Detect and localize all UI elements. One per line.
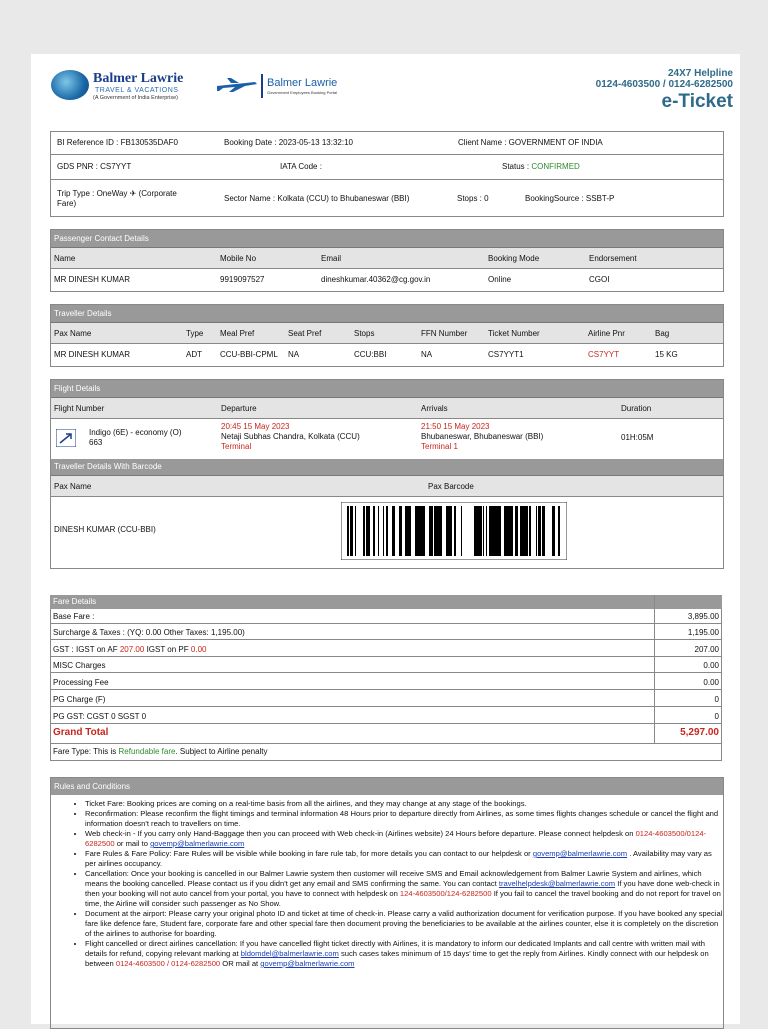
rule-item bbox=[85, 869, 723, 909]
barcode-bar bbox=[352, 506, 353, 556]
table-header bbox=[51, 247, 723, 268]
email-link[interactable]: travelhelpdesk@balmerlawrie.com bbox=[498, 879, 616, 888]
barcode-bar bbox=[416, 506, 419, 556]
flight-row bbox=[51, 418, 723, 459]
col-header: FFN Number bbox=[421, 329, 468, 338]
header bbox=[51, 68, 733, 112]
iata-code: IATA Code : bbox=[280, 162, 322, 171]
logo-subtitle: TRAVEL & VACATIONS bbox=[95, 87, 179, 94]
bi-reference: BI Reference ID : FB130535DAF0 bbox=[57, 138, 178, 147]
barcode-bar bbox=[515, 506, 518, 556]
barcode-pax-name: DINESH KUMAR (CCU-BBI) bbox=[54, 525, 156, 534]
fare-type-text: Fare Type: This is bbox=[53, 747, 117, 756]
cell: CCU-BBI-CPML bbox=[220, 350, 278, 359]
barcode-bar bbox=[461, 506, 462, 556]
barcode-bar bbox=[437, 506, 439, 556]
cell: NA bbox=[288, 350, 300, 359]
rule-text: such cases takes minimum of 15 days' time to get the reply from Airlines. Kindly connect with our helpdesk on between bbox=[85, 949, 709, 968]
barcode-bar bbox=[355, 506, 356, 556]
barcode-bar bbox=[373, 506, 375, 556]
table-row bbox=[51, 343, 723, 366]
section-title: Passenger Contact Details bbox=[51, 230, 723, 247]
barcode-bar bbox=[558, 506, 560, 556]
barcode-bar bbox=[378, 506, 379, 556]
table-header bbox=[51, 322, 723, 343]
barcode-bar bbox=[493, 506, 494, 556]
barcode-bar bbox=[451, 506, 452, 556]
barcode-bar bbox=[489, 506, 491, 556]
sector-name: Sector Name : Kolkata (CCU) to Bhubaneswar (BBI) bbox=[224, 194, 410, 203]
fare-type-text: . Subject to Airline penalty bbox=[175, 747, 268, 756]
col-header: Duration bbox=[621, 404, 652, 413]
email-link[interactable]: bldomdel@balmerlawrie.com bbox=[240, 949, 339, 958]
barcode-bar bbox=[509, 506, 511, 556]
flight-number: 663 bbox=[89, 438, 103, 447]
departure-terminal: Terminal bbox=[221, 442, 252, 451]
status-label: Status : bbox=[502, 162, 530, 171]
col-header: Email bbox=[321, 254, 342, 263]
barcode-bar bbox=[542, 506, 543, 556]
grand-total-label: Grand Total bbox=[53, 727, 109, 738]
barcode-bar bbox=[369, 506, 370, 556]
logo-divider bbox=[261, 74, 263, 98]
col-header: Bag bbox=[655, 329, 670, 338]
gst-text: GST : IGST on AF bbox=[53, 645, 118, 654]
fare-label: Processing Fee bbox=[53, 678, 109, 687]
rule-text: . Availability may vary as per airlines occupancy. bbox=[85, 849, 712, 868]
arrival-place: Bhubaneswar, Bhubaneswar (BBI) bbox=[421, 432, 544, 441]
barcode-bar bbox=[347, 506, 349, 556]
rule-text: Fare Rules & Fare Policy: Fare Rules will be visible while booking in fare rule tab, for more details you can contact to our helpdesk or bbox=[85, 849, 531, 858]
rule-text: Cancellation: Once your booking is cancelled in our Balmer Lawrie system then customer will receive SMS and Email acknowledgement from Balmer Lawrie System and airlines, which means the booking cancelled. Please contact us if you didn't get any email and SMS confirming the same. You can contact bbox=[85, 869, 702, 888]
rule-text: Ticket Fare: Booking prices are coming on a real-time basis from all the airlines, and they may change at any stage of the bookings. bbox=[85, 799, 527, 808]
helpdesk-phone: 124-4603500/124-6282500 bbox=[399, 889, 492, 898]
rule-text: If you have done web-check in then your booking will not auto cancel from your portal, you have to connect with helpdesk on bbox=[85, 879, 720, 898]
rules-section bbox=[50, 777, 724, 1029]
barcode-bar bbox=[383, 506, 384, 556]
departure-time: 20:45 15 May 2023 bbox=[221, 422, 290, 431]
barcode-bar bbox=[422, 506, 425, 556]
rule-item bbox=[85, 829, 723, 849]
gst-label bbox=[53, 645, 206, 654]
barcode-row bbox=[51, 496, 723, 564]
divider bbox=[50, 656, 722, 657]
portal-name: Balmer Lawrie bbox=[267, 77, 338, 89]
gds-pnr: GDS PNR : CS7YYT bbox=[57, 162, 132, 171]
barcode-bar bbox=[415, 506, 416, 556]
barcode-bar bbox=[496, 506, 499, 556]
portal-subtitle: Government Employees Booking Portal bbox=[267, 90, 338, 95]
airline-name: Indigo (6E) - economy (O) bbox=[89, 428, 182, 437]
barcode-bar bbox=[432, 506, 433, 556]
fare-label: Base Fare : bbox=[53, 612, 95, 621]
barcode-bar bbox=[434, 506, 436, 556]
section-title: Rules and Conditions bbox=[51, 778, 723, 795]
barcode-bar bbox=[407, 506, 409, 556]
barcode-bar bbox=[544, 506, 545, 556]
col-header: Seat Pref bbox=[288, 329, 322, 338]
fare-value: 207.00 bbox=[694, 645, 719, 654]
barcode-bar bbox=[405, 506, 407, 556]
globe-icon bbox=[51, 70, 89, 100]
fare-value: 0.00 bbox=[703, 678, 719, 687]
booking-date: Booking Date : 2023-05-13 13:32:10 bbox=[224, 138, 353, 147]
barcode-bar bbox=[399, 506, 402, 556]
barcode-bar bbox=[529, 506, 531, 556]
eticket-page bbox=[31, 54, 740, 1024]
cell: MR DINESH KUMAR bbox=[54, 350, 131, 359]
barcode-bar bbox=[552, 506, 555, 556]
barcode-bar bbox=[419, 506, 422, 556]
trip-type bbox=[57, 189, 177, 198]
barcode-bar bbox=[441, 506, 442, 556]
airline-pnr: CS7YYT bbox=[588, 350, 620, 359]
helpdesk-phone: 0124-4603500/0124-6282500 bbox=[85, 829, 707, 848]
airline-logo-icon bbox=[56, 429, 76, 447]
trip-type-fare-cont: Fare) bbox=[57, 199, 77, 208]
divider bbox=[50, 672, 722, 673]
balmer-lawrie-travel-logo bbox=[51, 68, 211, 104]
status bbox=[502, 162, 580, 171]
rule-text: If you fail to cancel the travel booking and do not report for travel on time, the Airline will consider such passenger as No Show. bbox=[85, 889, 721, 908]
divider bbox=[50, 723, 722, 724]
barcode-bar bbox=[543, 506, 544, 556]
logo-tagline: (A Government of India Enterprise) bbox=[93, 95, 178, 101]
barcode-bar bbox=[499, 506, 501, 556]
barcode-bar bbox=[449, 506, 451, 556]
col-header: Arrivals bbox=[421, 404, 448, 413]
barcode-bar bbox=[491, 506, 493, 556]
fare-value: 0 bbox=[714, 695, 719, 704]
traveller-details-section bbox=[50, 304, 724, 367]
fare-label: MISC Charges bbox=[53, 661, 106, 670]
duration: 01H:05M bbox=[621, 433, 654, 442]
section-title: Traveller Details With Barcode bbox=[51, 459, 723, 475]
barcode-bar bbox=[350, 506, 352, 556]
rule-text: Web check-in - If you carry only Hand-Baggage then you can proceed with Web check-in (Airlines website) 24 Hours before departure. Please connect helpdesk on bbox=[85, 829, 634, 838]
rule-item bbox=[85, 849, 723, 869]
client-name: Client Name : GOVERNMENT OF INDIA bbox=[458, 138, 603, 147]
col-header: Flight Number bbox=[54, 404, 105, 413]
barcode-bar bbox=[536, 506, 537, 556]
booking-source: BookingSource : SSBT-P bbox=[525, 194, 615, 203]
helpline-numbers: 0124-4603500 / 0124-6282500 bbox=[595, 79, 733, 90]
helpline-block bbox=[596, 68, 733, 113]
divider bbox=[50, 743, 722, 744]
gst-af: 207.00 bbox=[119, 645, 145, 654]
helpdesk-phone: 0124-4603500 / 0124-6282500 bbox=[115, 959, 221, 968]
barcode-bar bbox=[475, 506, 477, 556]
cell: 9919097527 bbox=[220, 275, 265, 284]
cell: CS7YYT1 bbox=[488, 350, 524, 359]
status-badge: CONFIRMED bbox=[531, 162, 580, 171]
barcode-bar bbox=[454, 506, 456, 556]
email-link[interactable]: govemp@balmerlawrie.com bbox=[532, 849, 628, 858]
col-header: Stops bbox=[354, 329, 375, 338]
barcode-bar bbox=[506, 506, 509, 556]
col-header: Mobile No bbox=[220, 254, 257, 263]
balmer-lawrie-portal-logo bbox=[215, 72, 355, 102]
col-header: Airline Pnr bbox=[588, 329, 625, 338]
col-header: Pax Name bbox=[54, 329, 92, 338]
rule-text: Reconfirmation: Please reconfirm the flight timings and terminal information 48 Hours prior to departure directly from Airlines, as some times flights changes schedule or cancel the flight and information doesn't reach to travellers on time. bbox=[85, 809, 719, 828]
divider bbox=[50, 689, 722, 690]
grand-total-value: 5,297.00 bbox=[680, 727, 719, 738]
airplane-icon bbox=[215, 76, 259, 94]
helpline-title: 24X7 Helpline bbox=[667, 68, 733, 79]
barcode-bar bbox=[392, 506, 395, 556]
barcode-bar bbox=[486, 506, 487, 556]
table-header bbox=[51, 475, 723, 496]
stops: Stops : 0 bbox=[457, 194, 489, 203]
rule-text: Flight cancelled or direct airlines cancellation: If you have cancelled flight ticket directly with Airlines, it is mandatory to inform our dedicated Implants and call centre with written mail with details for refund, copying relevant marking at bbox=[85, 939, 706, 958]
barcode-bar bbox=[494, 506, 496, 556]
fare-value: 0.00 bbox=[703, 661, 719, 670]
barcode-bar bbox=[511, 506, 513, 556]
table-row bbox=[51, 268, 723, 291]
col-header: Name bbox=[54, 254, 76, 263]
trip-type-label: Trip Type : OneWay bbox=[57, 189, 128, 198]
rule-item bbox=[85, 909, 723, 939]
barcode-bar bbox=[387, 506, 388, 556]
divider bbox=[51, 154, 723, 155]
eticket-title: e-Ticket bbox=[661, 91, 733, 112]
refundable-badge: Refundable fare bbox=[118, 747, 176, 756]
flight-details-section bbox=[50, 379, 724, 569]
barcode-bar bbox=[363, 506, 365, 556]
fare-col-divider bbox=[654, 595, 655, 744]
airplane-icon: ✈ bbox=[129, 189, 137, 198]
col-header: Pax Barcode bbox=[428, 482, 474, 491]
rule-item bbox=[85, 799, 723, 809]
email-link[interactable]: govemp@balmerlawrie.com bbox=[150, 839, 245, 848]
barcode-bar bbox=[386, 506, 387, 556]
section-title: Flight Details bbox=[51, 380, 723, 397]
section-title: Traveller Details bbox=[51, 305, 723, 322]
cell: ADT bbox=[186, 350, 202, 359]
table-header bbox=[51, 397, 723, 418]
cell: CGOI bbox=[589, 275, 610, 284]
departure-place: Netaji Subhas Chandra, Kolkata (CCU) bbox=[221, 432, 360, 441]
barcode-bar bbox=[504, 506, 506, 556]
fare-type bbox=[53, 747, 268, 756]
col-header: Type bbox=[186, 329, 204, 338]
pax-barcode bbox=[341, 502, 567, 560]
col-header: Endorsement bbox=[589, 254, 637, 263]
gst-pf: 0.00 bbox=[190, 645, 207, 654]
email-link[interactable]: govemp@balmerlawrie.com bbox=[260, 959, 355, 968]
rule-item bbox=[85, 939, 723, 969]
barcode-bar bbox=[439, 506, 441, 556]
fare-value: 3,895.00 bbox=[687, 612, 719, 621]
fare-label: PG GST: CGST 0 SGST 0 bbox=[53, 712, 147, 721]
fare-frame bbox=[50, 595, 722, 761]
rule-text: Document at the airport: Please carry your original photo ID and ticket at time of check-in. Please carry a valid authorization document for verification purpose. If you have booked any special fare like defence fare, Student fare, corporate fare and other special fare then document proving the beneficiaries to be available at the airlines counter, else it is completely on the discretion of the airlines to authorise for boarding. bbox=[85, 909, 723, 938]
barcode-bar bbox=[436, 506, 437, 556]
cell: 15 KG bbox=[655, 350, 678, 359]
barcode-bar bbox=[525, 506, 528, 556]
passenger-contact-section bbox=[50, 229, 724, 292]
trip-type-fare: (Corporate bbox=[138, 189, 177, 198]
barcode-bar bbox=[409, 506, 411, 556]
col-header: Booking Mode bbox=[488, 254, 540, 263]
barcode-bar bbox=[474, 506, 475, 556]
barcode-bar bbox=[538, 506, 541, 556]
fare-value: 1,195.00 bbox=[687, 628, 719, 637]
arrival-time: 21:50 15 May 2023 bbox=[421, 422, 490, 431]
barcode-bar bbox=[477, 506, 479, 556]
cell: NA bbox=[421, 350, 433, 359]
arrival-terminal: Terminal 1 bbox=[421, 442, 458, 451]
booking-info-box bbox=[50, 131, 724, 217]
barcode-bar bbox=[523, 506, 525, 556]
divider bbox=[51, 179, 723, 180]
logo-name: Balmer Lawrie bbox=[93, 71, 184, 86]
cell: Online bbox=[488, 275, 512, 284]
fare-value: 0 bbox=[714, 712, 719, 721]
barcode-bar bbox=[429, 506, 432, 556]
barcode-bar bbox=[520, 506, 523, 556]
cell: CCU:BBI bbox=[354, 350, 387, 359]
cell: dineshkumar.40362@cg.gov.in bbox=[321, 275, 431, 284]
barcode-bar bbox=[366, 506, 369, 556]
fare-details-section bbox=[50, 595, 722, 761]
col-header: Pax Name bbox=[54, 482, 92, 491]
rule-text: or mail to bbox=[116, 839, 148, 848]
gst-text: IGST on PF bbox=[146, 645, 189, 654]
cell: MR DINESH KUMAR bbox=[54, 275, 131, 284]
barcode-bar bbox=[446, 506, 449, 556]
barcode-bar bbox=[483, 506, 484, 556]
rule-item bbox=[85, 809, 723, 829]
rules-list bbox=[51, 799, 723, 969]
fare-title-cell bbox=[655, 595, 722, 609]
fare-label: Surcharge & Taxes : (YQ: 0.00 Other Taxes: 1,195.00) bbox=[53, 628, 245, 637]
col-header: Departure bbox=[221, 404, 257, 413]
divider bbox=[50, 639, 722, 640]
fare-label: PG Charge (F) bbox=[53, 695, 106, 704]
section-title: Fare Details bbox=[50, 595, 654, 609]
barcode-bar bbox=[479, 506, 482, 556]
divider bbox=[50, 706, 722, 707]
divider bbox=[50, 623, 722, 624]
col-header: Ticket Number bbox=[488, 329, 540, 338]
col-header: Meal Pref bbox=[220, 329, 255, 338]
rule-text: OR mail at bbox=[222, 959, 259, 968]
